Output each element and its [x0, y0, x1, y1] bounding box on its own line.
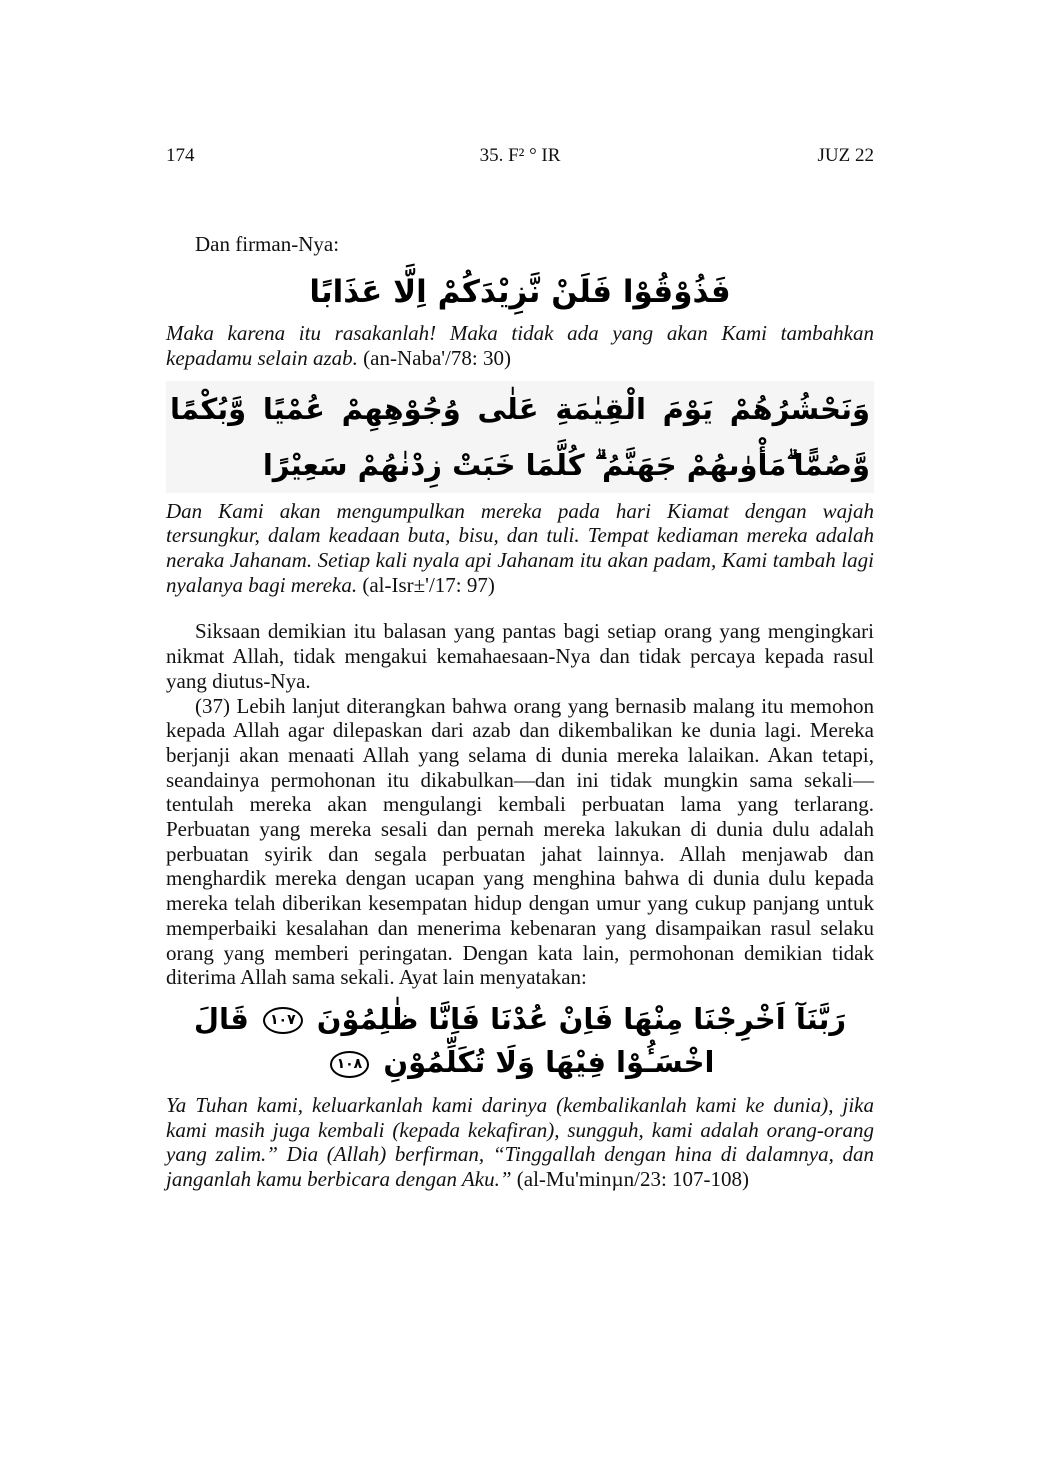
translation-naba-30	[166, 321, 874, 370]
arabic-verse-isra-97: وَنَحْشُرُهُمْ يَوْمَ الْقِيٰمَةِ عَلٰى وُجُوْهِهِمْ عُمْيًا وَّبُكْمًا وَّصُمًّا ۗمَأْوٰىهُمْ جَهَنَّمُ ۗ كُلَّمَا خَبَتْ زِدْنٰهُمْ سَعِيْرًا	[166, 381, 874, 493]
spacer	[166, 597, 874, 619]
ayah-number-mark: ١٠٨	[330, 1051, 370, 1078]
arabic-verse-107: رَبَّنَآ اَخْرِجْنَا مِنْهَا فَاِنْ عُدْنَا فَاِنَّا ظٰلِمُوْنَ	[316, 1001, 847, 1036]
verse-reference: (an-Naba'/78: 30)	[363, 345, 511, 370]
verse-reference: (al-Mu'minµn/23: 107-108)	[516, 1167, 750, 1192]
page-header	[166, 145, 874, 171]
translation-text: Maka karena itu rasakanlah! Maka tidak ada yang akan Kami tambahkan kepadamu selain azab.	[166, 321, 874, 370]
translation-isra-97	[166, 499, 874, 598]
verse-reference: (al-Isr±'/17: 97)	[362, 572, 495, 597]
arabic-verse-naba-30: فَذُوْقُوْا فَلَنْ نَّزِيْدَكُمْ اِلَّا عَذَابًا	[309, 273, 731, 310]
arabic-verse-muminun-107-108	[166, 998, 874, 1085]
translation-text: Dan Kami akan mengumpulkan mereka pada hari Kiamat dengan wajah tersungkur, dalam keadaan buta, bisu, dan tuli. Tempat kediaman mereka adalah neraka Jahanam. Setiap kali nyala api Jahanam itu akan padam, Kami tambah lagi nyalanya bagi mereka.	[166, 498, 874, 597]
translation-text: Ya Tuhan kami, keluarkanlah kami darinya (kembalikanlah kami ke dunia), jika kami masih juga kembali (kepada kekafiran), sungguh, kami adalah orang-orang yang zalim.” Dia (Allah) berfirman, “Tinggallah dengan hina di dalamnya, dan janganlah kamu berbicara dengan Aku.”	[166, 1092, 874, 1192]
intro-text: Dan firman-Nya:	[195, 232, 340, 256]
juz-label: JUZ 22	[817, 145, 874, 166]
surah-title: 35. F² ° IR	[479, 145, 561, 166]
body-paragraph-2: (37) Lebih lanjut diterangkan bahwa orang yang bernasib malang itu memohon kepada Allah agar dilepaskan dari azab dan dikembalikan ke dunia lagi. Mereka berjanji akan menaati Allah yang selama di dunia mereka lalaikan. Akan tetapi, seandainya permohonan itu dikabulkan—dan ini tidak mungkin sama sekali—tentulah mereka akan mengulangi kembali perbuatan lama yang terlarang. Perbuatan yang mereka sesali dan pernah mereka lakukan di dunia dulu adalah perbuatan syirik dan segala perbuatan jahat lainnya. Allah menjawab dan menghardik mereka dengan ucapan yang menghina bahwa di dunia dulu kepada mereka telah diberikan kesempatan hidup dengan umur yang cukup panjang untuk memperbaiki kesalahan dan menerima kebenaran yang disampaikan rasul selaku orang yang memberi peringatan. Dengan kata lain, permohonan demikian tidak diterima Allah sama sekali. Ayat lain menyatakan:	[166, 693, 874, 990]
arabic-verse-108: قَالَ اخْسَـُٔوْا فِيْهَا وَلَا تُكَلِّمُوْنِ	[193, 1001, 715, 1080]
translation-muminun-107-108	[166, 1093, 874, 1192]
ayah-number-mark: ١٠٧	[263, 1007, 303, 1034]
page-content	[166, 232, 874, 1192]
page-number: 174	[166, 145, 195, 166]
body-paragraph-1: Siksaan demikian itu balasan yang pantas bagi setiap orang yang mengingkari nikmat Allah, tidak mengakui kemahaesaan-Nya dan tidak percaya kepada rasul yang diutus-Nya.	[166, 619, 874, 693]
